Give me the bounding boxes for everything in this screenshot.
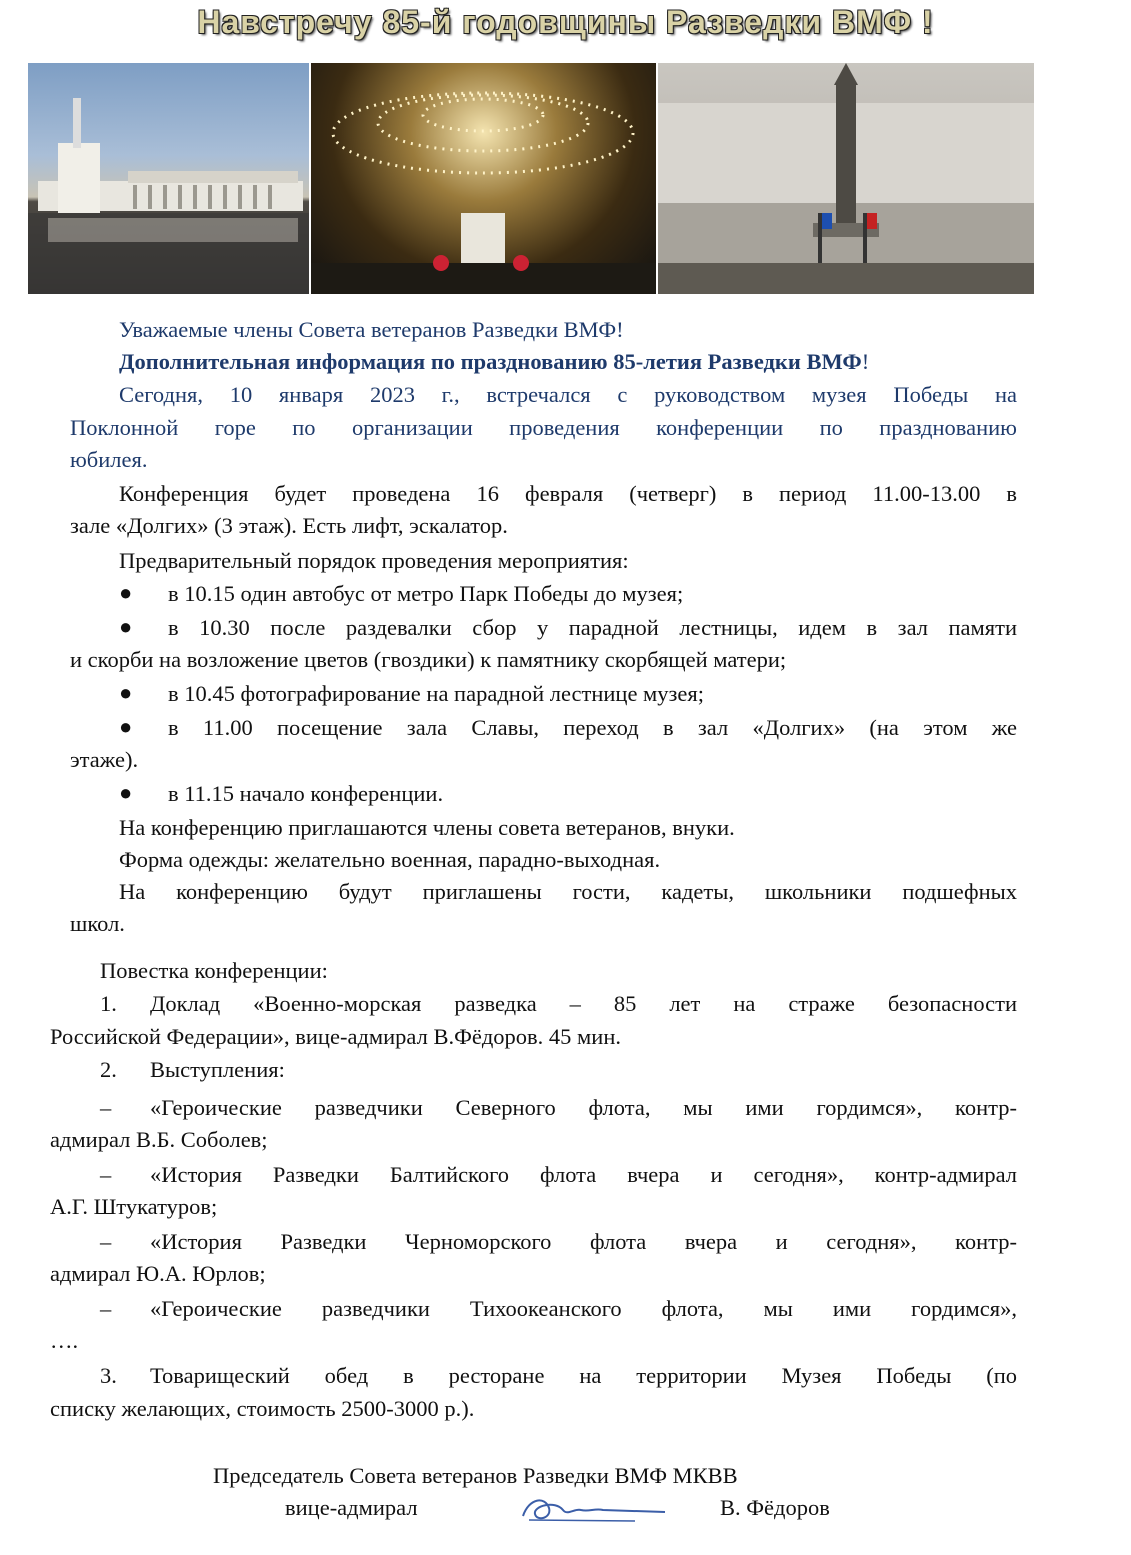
museum-building-illustration <box>28 63 309 294</box>
agenda-heading: Повестка конференции: <box>100 958 328 983</box>
agenda-item-2: Выступления: <box>150 1057 285 1082</box>
agenda-item-3-cont: списку желающих, стоимость 2500-3000 р.). <box>50 1396 475 1421</box>
schedule-item-2-cont: и скорби на возложение цветов (гвоздики) к памятнику скорбящей матери; <box>70 647 787 672</box>
hall-of-glory-photo <box>658 63 1034 294</box>
hall-of-memory-photo <box>309 63 657 294</box>
bullet-2: ● <box>119 614 133 639</box>
schedule-item-1: в 10.15 один автобус от метро Парк Победы до музея; <box>168 581 684 606</box>
intro-line-2: Поклонной горе по организации проведения конференции по празднованию <box>70 415 1017 440</box>
schedule-item-4-cont: этаже). <box>70 747 139 772</box>
talk-4: «Героические разведчики Тихоокеанского флота, мы ими гордимся», <box>150 1296 1017 1321</box>
talk-2: «История Разведки Балтийского флота вчера и сегодня», контр-адмирал <box>150 1162 1017 1187</box>
schedule-item-2: в 10.30 после раздевалки сбор у парадной лестницы, идем в зал памяти <box>168 615 1017 640</box>
talk-2-cont: А.Г. Штукатуров; <box>50 1194 218 1219</box>
talk-dash-1: – <box>100 1095 112 1120</box>
subtitle-mark: ! <box>861 349 870 374</box>
talk-1-cont: адмирал В.Б. Соболев; <box>50 1127 268 1152</box>
page-title: Навстречу 85-й годовщины Разведки ВМФ ! <box>197 4 934 40</box>
agenda-number-1: 1. <box>100 991 117 1016</box>
dress-code-text: Форма одежды: желательно военная, парадно-выходная. <box>119 847 661 872</box>
signature-rank: вице-адмирал <box>285 1495 418 1520</box>
schedule-item-5: в 11.15 начало конференции. <box>168 781 444 806</box>
agenda-number-2: 2. <box>100 1057 117 1082</box>
conference-line-1: Конференция будет проведена 16 февраля (четверг) в период 11.00-13.00 в <box>119 481 1017 506</box>
subtitle-text: Дополнительная информация по празднованию 85-летия Разведки ВМФ <box>119 349 862 374</box>
subtitle <box>119 346 869 379</box>
intro-line-1: Сегодня, 10 января 2023 г., встречался с руководством музея Победы на <box>119 382 1017 407</box>
agenda-item-3: Товарищеский обед в ресторане на территории Музея Победы (по <box>150 1363 1017 1388</box>
schedule-item-4: в 11.00 посещение зала Славы, переход в зал «Долгих» (на этом же <box>168 715 1017 740</box>
greeting: Уважаемые члены Совета ветеранов Разведки ВМФ! <box>119 317 624 342</box>
talk-3-cont: адмирал Ю.А. Юрлов; <box>50 1261 266 1286</box>
conference-line-2: зале «Долгих» (3 этаж). Есть лифт, эскалатор. <box>70 513 508 538</box>
intro-line-3: юбилея. <box>70 447 148 472</box>
hall-of-glory-illustration <box>658 63 1034 294</box>
signature-name: В. Фёдоров <box>720 1495 830 1520</box>
bullet-4: ● <box>119 714 133 739</box>
talk-dash-3: – <box>100 1229 112 1254</box>
agenda-number-3: 3. <box>100 1363 117 1388</box>
talk-1: «Героические разведчики Северного флота, мы ими гордимся», контр- <box>150 1095 1017 1120</box>
bullet-3: ● <box>119 680 133 705</box>
hall-of-memory-illustration <box>311 63 656 294</box>
photo-strip <box>28 63 1034 294</box>
schedule-item-3: в 10.45 фотографирование на парадной лестнице музея; <box>168 681 705 706</box>
agenda-item-1: Доклад «Военно-морская разведка – 85 лет на страже безопасности <box>150 991 1017 1016</box>
handwritten-signature <box>515 1490 675 1530</box>
talk-dash-2: – <box>100 1162 112 1187</box>
guests-line-2: школ. <box>70 911 125 936</box>
museum-building-photo <box>28 63 309 294</box>
order-heading: Предварительный порядок проведения мероприятия: <box>119 548 629 573</box>
invited-text: На конференцию приглашаются члены совета ветеранов, внуки. <box>119 815 735 840</box>
bullet-1: ● <box>119 580 133 605</box>
talk-dash-4: – <box>100 1296 112 1321</box>
guests-line-1: На конференцию будут приглашены гости, кадеты, школьники подшефных <box>119 879 1017 904</box>
agenda-item-1-cont: Российской Федерации», вице-адмирал В.Фёдоров. 45 мин. <box>50 1024 621 1049</box>
bullet-5: ● <box>119 780 133 805</box>
signature-position: Председатель Совета ветеранов Разведки ВМФ МКВВ <box>213 1463 738 1488</box>
talk-4-cont: …. <box>50 1328 79 1353</box>
talk-3: «История Разведки Черноморского флота вчера и сегодня», контр- <box>150 1229 1017 1254</box>
